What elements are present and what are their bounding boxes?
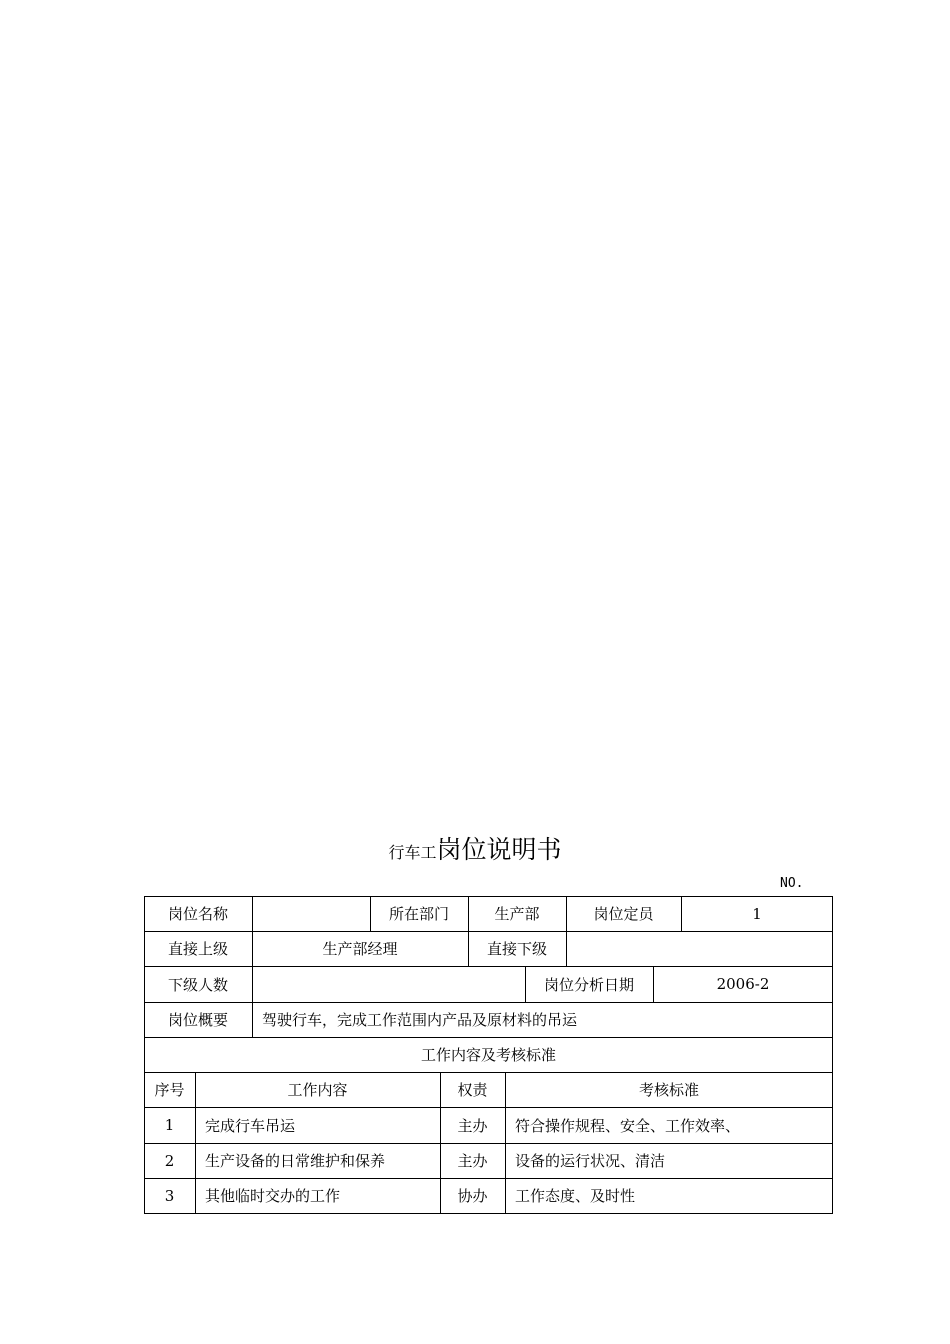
section-title: 工作内容及考核标准 (420, 1046, 556, 1064)
title-prefix: 行车工 (388, 843, 437, 862)
title-main: 岗位说明书 (436, 835, 562, 864)
summary-label: 岗位概要 (167, 1011, 228, 1029)
row-no: 2 (164, 1151, 175, 1170)
header-content: 工作内容 (287, 1081, 348, 1099)
row-superior (144, 931, 833, 966)
header-no: 序号 (154, 1081, 185, 1099)
row-standard: 设备的运行状况、清洁 (515, 1152, 666, 1170)
header-authority: 权责 (457, 1081, 488, 1099)
sub-count-value (252, 966, 525, 1002)
row-sub-count (144, 966, 833, 1002)
table-row (144, 1143, 833, 1178)
header-standard: 考核标准 (638, 1081, 699, 1099)
subordinate-value (566, 931, 833, 966)
row-section-title (144, 1037, 833, 1072)
analysis-date-label: 岗位分析日期 (543, 975, 634, 994)
superior-value: 生产部经理 (322, 940, 398, 958)
row-post-name (144, 896, 833, 931)
summary-value: 驾驶行车，完成工作范围内产品及原材料的吊运 (262, 1011, 578, 1029)
headcount-value: 1 (752, 904, 762, 923)
department-label: 所在部门 (388, 905, 449, 923)
row-authority: 协办 (457, 1187, 488, 1205)
work-table-header (144, 1072, 833, 1107)
row-summary (144, 1002, 833, 1037)
row-content: 其他临时交办的工作 (205, 1187, 341, 1205)
post-name-value (252, 896, 370, 931)
row-authority: 主办 (457, 1152, 488, 1170)
subordinate-label: 直接下级 (486, 940, 547, 958)
row-standard: 工作态度、及时性 (515, 1187, 636, 1205)
table-row (144, 1107, 833, 1143)
headcount-label: 岗位定员 (593, 905, 654, 923)
row-authority: 主办 (457, 1116, 488, 1135)
superior-label: 直接上级 (167, 940, 228, 958)
row-content: 完成行车吊运 (205, 1116, 296, 1135)
row-no: 1 (164, 1116, 175, 1134)
row-no: 3 (164, 1186, 175, 1205)
doc-number-label: NO. (780, 876, 804, 891)
department-value: 生产部 (494, 905, 540, 923)
post-name-label: 岗位名称 (167, 905, 228, 923)
analysis-date-value: 2006-2 (716, 975, 770, 993)
row-content: 生产设备的日常维护和保养 (205, 1152, 386, 1170)
sub-count-label: 下级人数 (167, 975, 228, 994)
table-row (144, 1178, 833, 1213)
row-standard: 符合操作规程、安全、工作效率、 (515, 1116, 741, 1135)
